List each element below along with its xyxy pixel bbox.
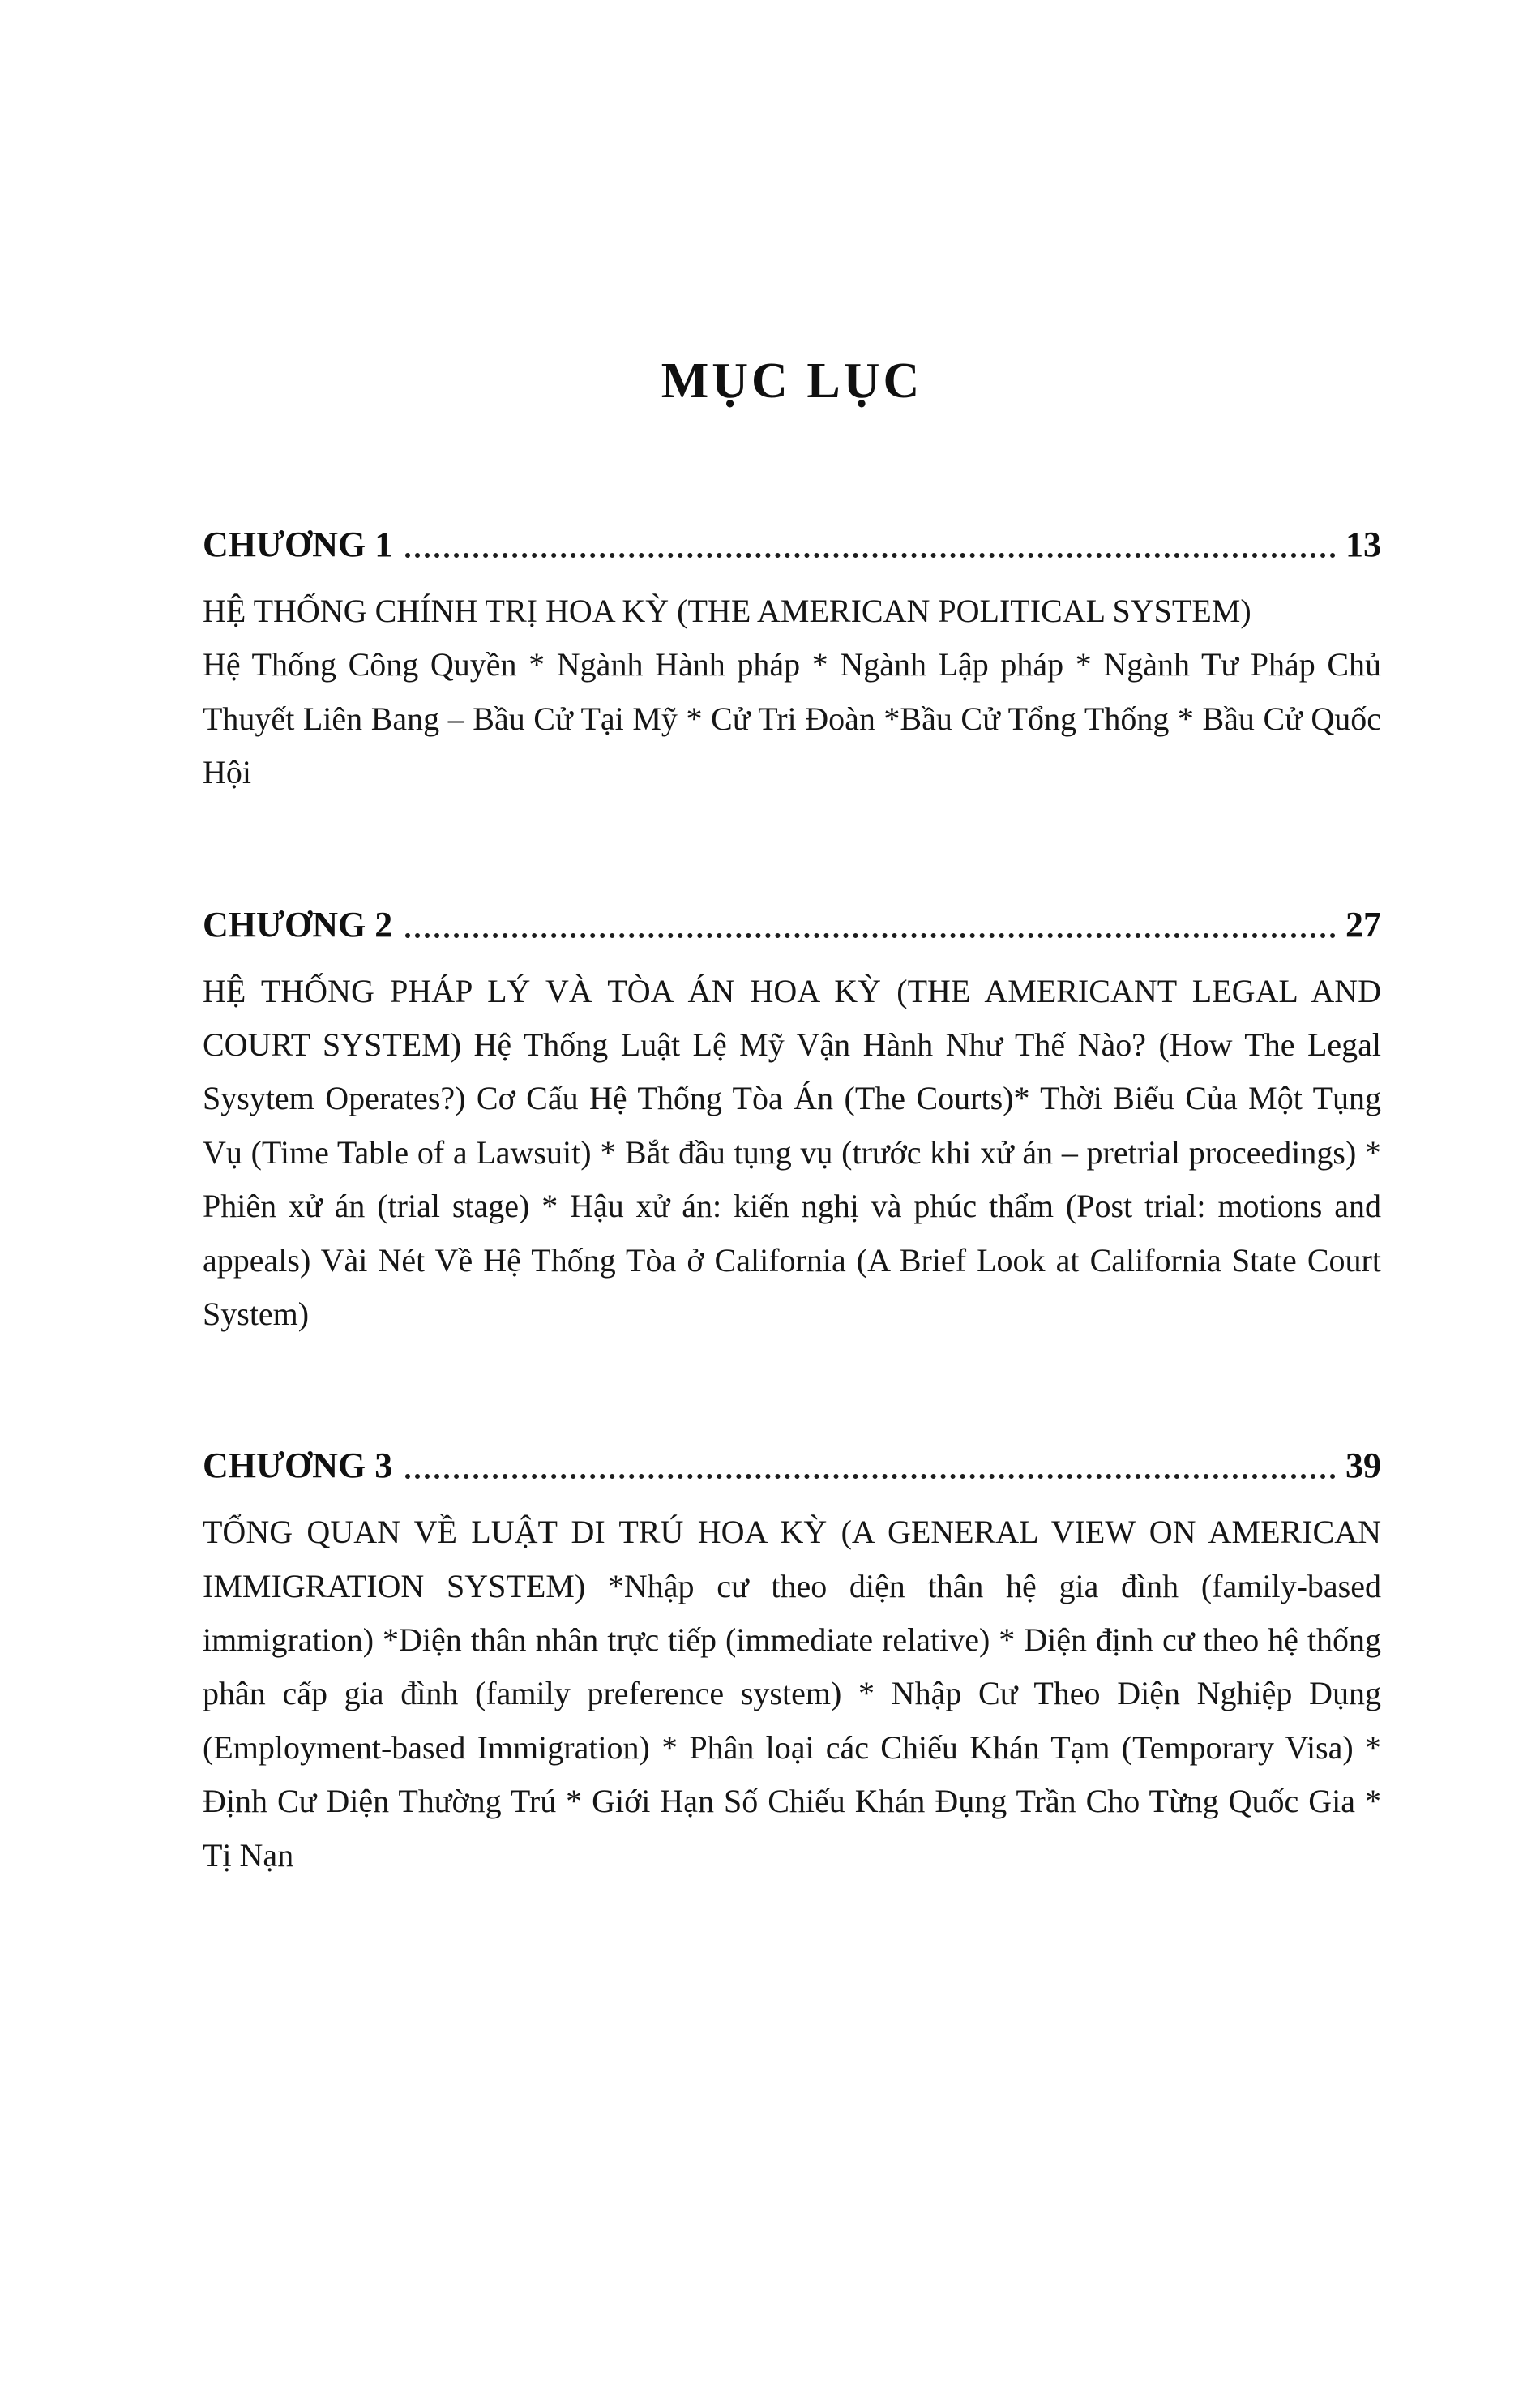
chapter-heading: CHƯƠNG 2 [203, 904, 393, 944]
chapter-entry-2 [203, 904, 1381, 1342]
chapter-summary-text: HỆ THỐNG PHÁP LÝ VÀ TÒA ÁN HOA KỲ (THE AMERICANT LEGAL AND COURT SYSTEM) Hệ Thống Luật Lệ Mỹ Vận Hành Như Thế Nào? (How The Legal Sysytem Operates?) Cơ Cấu Hệ Thống Tòa Án (The Courts)* Thời Biểu Của Một Tụng Vụ (Time Table of a Lawsuit) * Bắt đầu tụng vụ (trước khi xử án – pretrial proceedings) * Phiên xử án (trial stage) * Hậu xử án: kiến nghị và phúc thẩm (Post trial: motions and appeals) Vài Nét Về Hệ Thống Tòa ở California (A Brief Look at California State Court System) [203, 972, 1381, 1332]
chapter-heading-row [203, 524, 1381, 565]
chapter-entry-1 [203, 524, 1381, 800]
chapter-heading-row [203, 1445, 1381, 1486]
chapter-heading-row [203, 904, 1381, 945]
dotted-leader [405, 933, 1336, 938]
chapter-title-text: HỆ THỐNG CHÍNH TRỊ HOA KỲ (THE AMERICAN POLITICAL SYSTEM) [203, 593, 1251, 629]
page-title: MỤC LỤC [661, 353, 923, 409]
dotted-leader [405, 553, 1336, 558]
chapter-page-number: 27 [1345, 904, 1381, 944]
chapter-page-number: 13 [1345, 525, 1381, 564]
chapter-heading: CHƯƠNG 3 [203, 1446, 393, 1486]
chapter-page-number: 39 [1345, 1446, 1381, 1486]
chapter-heading: CHƯƠNG 1 [203, 525, 393, 564]
chapter-summary-text: Hệ Thống Công Quyền * Ngành Hành pháp * Ngành Lập pháp * Ngành Tư Pháp Chủ Thuyết Liên Bang – Bầu Cử Tại Mỹ * Cử Tri Đoàn *Bầu Cử Tổng Thống * Bầu Cử Quốc Hội [203, 646, 1381, 791]
chapter-entry-3 [203, 1445, 1381, 1882]
dotted-leader [405, 1474, 1336, 1479]
chapter-summary-text: TỔNG QUAN VỀ LUẬT DI TRÚ HOA KỲ (A GENERAL VIEW ON AMERICAN IMMIGRATION SYSTEM) *Nhập cư theo diện thân hệ gia đình (family-based immigration) *Diện thân nhân trực tiếp (immediate relative) * Diện định cư theo hệ thống phân cấp gia đình (family preference system) * Nhập Cư Theo Diện Nghiệp Dụng (Employment-based Immigration) * Phân loại các Chiếu Khán Tạm (Temporary Visa) * Định Cư Diện Thường Trú * Giới Hạn Số Chiếu Khán Đụng Trần Cho Từng Quốc Gia * Tị Nạn [203, 1514, 1381, 1874]
